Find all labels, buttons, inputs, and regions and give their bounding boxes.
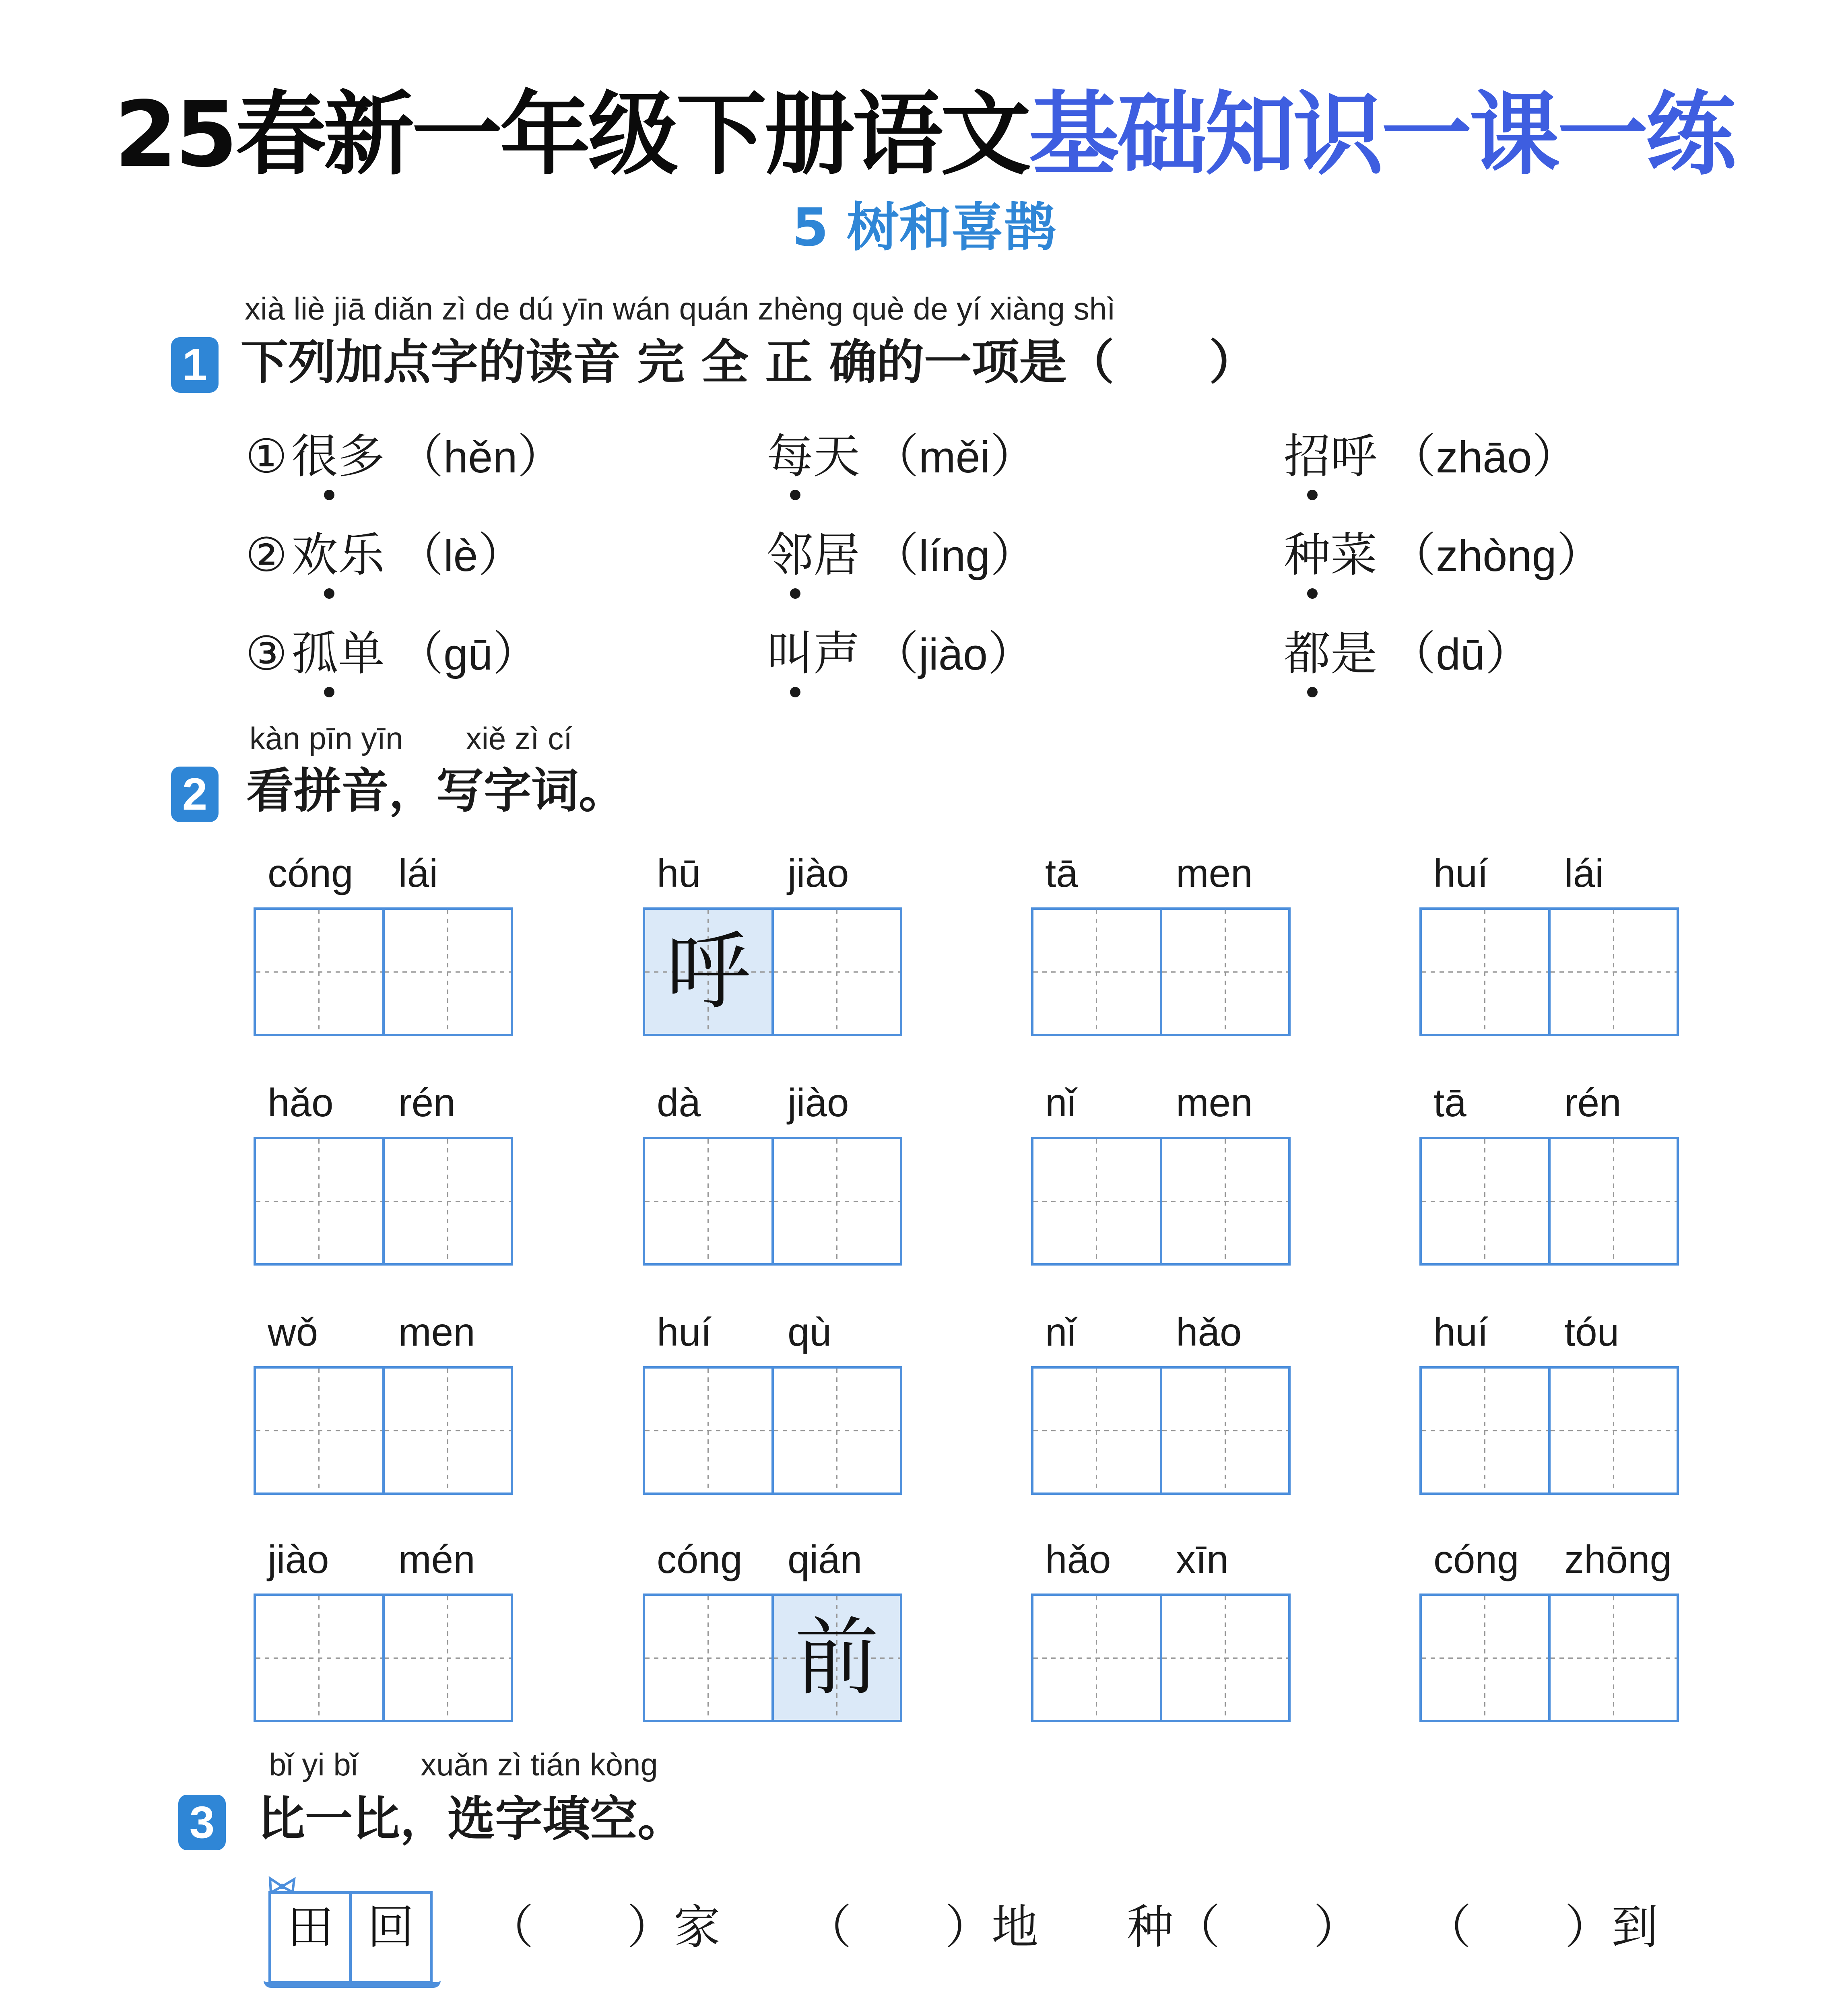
writing-grid[interactable] bbox=[643, 1366, 902, 1495]
writing-cell[interactable] bbox=[1033, 1596, 1160, 1720]
fill-blank[interactable]: （ ）到 bbox=[1425, 1900, 1658, 1954]
q1-badge: 1 bbox=[171, 337, 219, 393]
paren: （ bbox=[872, 528, 919, 582]
option-pinyin: líng bbox=[919, 531, 990, 581]
grid-pinyin: tā bbox=[1433, 1080, 1466, 1125]
writing-cell[interactable] bbox=[645, 1596, 771, 1720]
paren: ） bbox=[990, 528, 1037, 582]
option-word: 种菜 bbox=[1284, 528, 1377, 582]
grid-pinyin: wǒ bbox=[268, 1310, 318, 1354]
grid-pinyin: dà bbox=[657, 1080, 701, 1125]
q2-text: 看拼音，写字词。 bbox=[246, 763, 627, 818]
paren: （ bbox=[1389, 429, 1436, 484]
title-blue: 基础知识一课一练 bbox=[1029, 82, 1734, 188]
writing-grid[interactable] bbox=[1031, 1137, 1291, 1266]
writing-cell[interactable] bbox=[1548, 1369, 1677, 1493]
q3-text: 比一比，选字填空。 bbox=[258, 1791, 685, 1847]
grid-pinyin: nǐ bbox=[1045, 1310, 1076, 1354]
writing-grid[interactable] bbox=[643, 907, 902, 1036]
writing-cell[interactable] bbox=[256, 1139, 382, 1263]
emphasis-dot bbox=[324, 588, 334, 599]
q1-option bbox=[245, 429, 564, 486]
q1-option bbox=[767, 527, 1037, 584]
writing-grid[interactable] bbox=[1031, 1594, 1291, 1722]
writing-grid[interactable] bbox=[254, 1594, 513, 1722]
grid-pinyin: cóng bbox=[1433, 1537, 1519, 1581]
writing-cell[interactable] bbox=[382, 1139, 511, 1263]
writing-cell[interactable] bbox=[1422, 1369, 1548, 1493]
writing-cell[interactable] bbox=[771, 1369, 900, 1493]
option-word: 孤单 bbox=[291, 627, 385, 681]
grid-pinyin: lái bbox=[398, 851, 438, 895]
fill-blank[interactable]: （ ）地 bbox=[805, 1900, 1038, 1954]
q1-option bbox=[245, 626, 539, 683]
writing-cell[interactable] bbox=[1033, 1139, 1160, 1263]
paren: ） bbox=[1556, 528, 1603, 582]
writing-cell[interactable] bbox=[1548, 910, 1677, 1034]
writing-grid[interactable] bbox=[254, 1137, 513, 1266]
emphasis-dot bbox=[790, 687, 800, 697]
grid-pinyin: cóng bbox=[657, 1537, 742, 1581]
grid-pinyin: jiào bbox=[788, 1080, 849, 1125]
given-char: 前 bbox=[794, 1608, 879, 1707]
writing-cell[interactable] bbox=[382, 1369, 511, 1493]
option-pinyin: gū bbox=[443, 630, 493, 679]
option-label: ② bbox=[245, 528, 287, 582]
emphasis-dot bbox=[1307, 687, 1318, 697]
paren: ） bbox=[988, 627, 1035, 681]
paren: （ bbox=[872, 429, 919, 484]
writing-cell[interactable] bbox=[1033, 910, 1160, 1034]
grid-pinyin: cóng bbox=[268, 851, 353, 895]
paren: （ bbox=[1389, 627, 1436, 681]
grid-pinyin: tā bbox=[1045, 851, 1078, 895]
q1-text: 下列加点字的读音 完 全 正 确的一项是（ ） bbox=[241, 334, 1257, 390]
book-char: 田 bbox=[287, 1900, 334, 1954]
q1-option bbox=[767, 626, 1034, 683]
option-word: 招呼 bbox=[1284, 429, 1377, 484]
paren: （ bbox=[1389, 528, 1436, 582]
emphasis-dot bbox=[1307, 490, 1318, 500]
paren: ） bbox=[990, 429, 1037, 484]
grid-pinyin: qù bbox=[788, 1310, 832, 1354]
writing-grid[interactable] bbox=[1031, 907, 1291, 1036]
grid-pinyin: hǎo bbox=[1176, 1310, 1242, 1354]
grid-pinyin: qián bbox=[788, 1537, 862, 1581]
grid-pinyin: men bbox=[398, 1310, 475, 1354]
paren: （ bbox=[397, 429, 443, 484]
grid-pinyin: hǎo bbox=[268, 1080, 334, 1125]
paren: ） bbox=[493, 627, 540, 681]
grid-pinyin: men bbox=[1176, 851, 1253, 895]
grid-pinyin: mén bbox=[398, 1537, 475, 1581]
paren: ） bbox=[1532, 429, 1579, 484]
paren: （ bbox=[872, 627, 919, 681]
writing-grid[interactable] bbox=[1419, 907, 1679, 1036]
title-black: 25春新一年级下册语文 bbox=[114, 82, 1029, 188]
q1-option bbox=[1284, 527, 1603, 584]
grid-pinyin: huí bbox=[657, 1310, 712, 1354]
option-label: ① bbox=[245, 429, 287, 484]
q1-option bbox=[1284, 626, 1532, 683]
lesson-title: 5 树和喜鹊 bbox=[792, 197, 1056, 258]
q3-badge: 3 bbox=[178, 1795, 226, 1850]
option-pinyin: lè bbox=[443, 531, 478, 581]
q2-badge: 2 bbox=[171, 767, 219, 822]
writing-cell[interactable] bbox=[1033, 1369, 1160, 1493]
fill-blank[interactable]: 种（ ） bbox=[1127, 1900, 1360, 1954]
q2-pinyin: kàn pīn yīn xiě zì cí bbox=[250, 721, 572, 756]
option-word: 叫声 bbox=[767, 627, 860, 681]
option-word: 欢乐 bbox=[291, 528, 385, 582]
option-word: 邻居 bbox=[767, 528, 860, 582]
fill-blank[interactable]: （ ）家 bbox=[487, 1900, 720, 1954]
grid-pinyin: rén bbox=[398, 1080, 456, 1125]
grid-pinyin: huí bbox=[1433, 851, 1489, 895]
option-pinyin: dū bbox=[1436, 630, 1485, 679]
writing-cell[interactable] bbox=[771, 1139, 900, 1263]
paren: ） bbox=[1485, 627, 1532, 681]
q1-option bbox=[767, 429, 1037, 486]
writing-cell[interactable] bbox=[382, 910, 511, 1034]
grid-pinyin: jiào bbox=[268, 1537, 329, 1581]
page-title bbox=[0, 82, 1848, 187]
option-word: 很多 bbox=[291, 429, 385, 484]
grid-pinyin: tóu bbox=[1564, 1310, 1619, 1354]
q3-pinyin: bǐ yi bǐ xuǎn zì tián kòng bbox=[269, 1747, 658, 1782]
option-pinyin: měi bbox=[919, 433, 990, 482]
paren: （ bbox=[397, 627, 443, 681]
emphasis-dot bbox=[790, 588, 800, 599]
grid-pinyin: huí bbox=[1433, 1310, 1489, 1354]
writing-grid[interactable] bbox=[254, 1366, 513, 1495]
writing-cell[interactable] bbox=[1422, 1596, 1548, 1720]
writing-cell[interactable] bbox=[256, 1596, 382, 1720]
option-word: 都是 bbox=[1284, 627, 1377, 681]
writing-cell[interactable] bbox=[645, 1139, 771, 1263]
writing-grid[interactable] bbox=[643, 1137, 902, 1266]
option-pinyin: zhòng bbox=[1436, 531, 1557, 581]
q1-option bbox=[1284, 429, 1579, 486]
writing-cell[interactable] bbox=[1160, 1139, 1289, 1263]
option-word: 每天 bbox=[767, 429, 860, 484]
paren: （ bbox=[397, 528, 443, 582]
grid-pinyin: jiào bbox=[788, 851, 849, 895]
given-char: 呼 bbox=[666, 922, 751, 1021]
writing-cell[interactable] bbox=[645, 1369, 771, 1493]
writing-grid[interactable] bbox=[1419, 1594, 1679, 1722]
writing-cell[interactable] bbox=[1160, 910, 1289, 1034]
writing-grid[interactable] bbox=[254, 907, 513, 1036]
writing-cell[interactable] bbox=[1160, 1596, 1289, 1720]
writing-cell[interactable] bbox=[771, 910, 900, 1034]
character-book bbox=[264, 1867, 441, 1988]
paren: ） bbox=[478, 528, 525, 582]
grid-pinyin: zhōng bbox=[1564, 1537, 1672, 1581]
writing-cell[interactable] bbox=[256, 1369, 382, 1493]
writing-cell[interactable] bbox=[771, 1596, 900, 1720]
emphasis-dot bbox=[324, 687, 334, 697]
book-char: 回 bbox=[367, 1900, 414, 1954]
option-pinyin: zhāo bbox=[1436, 433, 1532, 482]
writing-grid[interactable] bbox=[1419, 1366, 1679, 1495]
option-pinyin: jiào bbox=[919, 630, 988, 679]
writing-cell[interactable] bbox=[1548, 1139, 1677, 1263]
grid-pinyin: lái bbox=[1564, 851, 1604, 895]
option-pinyin: hěn bbox=[443, 433, 518, 482]
writing-cell[interactable] bbox=[645, 910, 771, 1034]
book-base bbox=[264, 1966, 441, 1988]
writing-cell[interactable] bbox=[1422, 1139, 1548, 1263]
grid-pinyin: rén bbox=[1564, 1080, 1621, 1125]
grid-pinyin: nǐ bbox=[1045, 1080, 1076, 1125]
emphasis-dot bbox=[1307, 588, 1318, 599]
grid-pinyin: xīn bbox=[1176, 1537, 1229, 1581]
writing-cell[interactable] bbox=[256, 910, 382, 1034]
writing-grid[interactable] bbox=[1031, 1366, 1291, 1495]
grid-pinyin: hū bbox=[657, 851, 701, 895]
grid-pinyin: hǎo bbox=[1045, 1537, 1111, 1581]
option-label: ③ bbox=[245, 627, 287, 681]
writing-cell[interactable] bbox=[382, 1596, 511, 1720]
paren: ） bbox=[517, 429, 564, 484]
q1-pinyin: xià liè jiā diǎn zì de dú yīn wán quán zhèng què de yí xiàng shì bbox=[245, 291, 1116, 326]
emphasis-dot bbox=[790, 490, 800, 500]
writing-grid[interactable] bbox=[643, 1594, 902, 1722]
writing-grid[interactable] bbox=[1419, 1137, 1679, 1266]
writing-cell[interactable] bbox=[1422, 910, 1548, 1034]
q1-option bbox=[245, 527, 525, 584]
writing-cell[interactable] bbox=[1548, 1596, 1677, 1720]
grid-pinyin: men bbox=[1176, 1080, 1253, 1125]
emphasis-dot bbox=[324, 490, 334, 500]
writing-cell[interactable] bbox=[1160, 1369, 1289, 1493]
bow-icon bbox=[266, 1874, 298, 1899]
